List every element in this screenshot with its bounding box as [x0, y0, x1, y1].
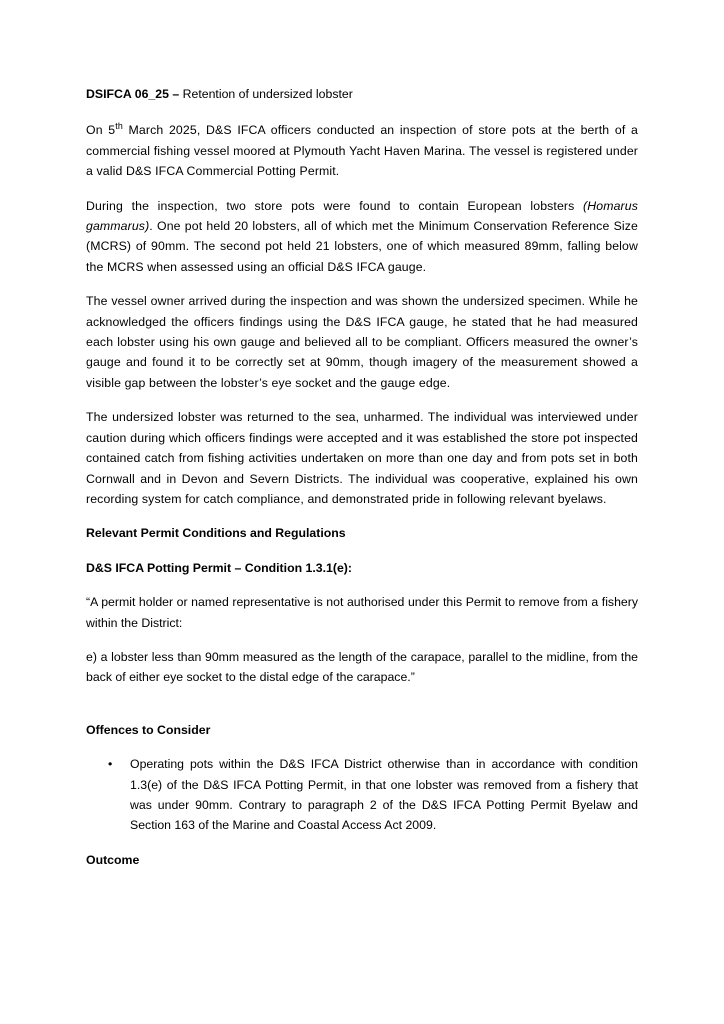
quote-permit-clause: “A permit holder or named representative is not authorised under this Permit to remove from a fishery within the District:	[86, 595, 638, 630]
paragraph-1-part-a: On 5	[86, 123, 116, 138]
species-name: (Homarus gammarus)	[86, 198, 638, 234]
list-item	[86, 754, 638, 836]
document-title-subject: Retention of undersized lobster	[179, 87, 353, 101]
document-title	[86, 84, 638, 104]
ordinal-suffix: th	[115, 121, 123, 132]
paragraph-1-part-b: March 2025, D&S IFCA officers conducted an inspection of store pots at the berth of a commercial fishing vessel moored at Plymouth Yacht Haven Marina. The vessel is registered under a valid D&S IFCA Commercial Potting Permit.	[86, 123, 638, 179]
heading-offences-to-consider: Offences to Consider	[86, 722, 211, 737]
paragraph-outcome-interview: The undersized lobster was returned to the sea, unharmed. The individual was interviewed under caution during which officers findings were accepted and it was established the store pot inspected contained catch from fishing activities undertaken on more than one day and from pots set in both Cornwall and in Devon and Severn Districts. The individual was cooperative, explained his own recording system for catch compliance, and demonstrated pride in following relevant byelaws.	[86, 410, 638, 506]
heading-permit-condition: D&S IFCA Potting Permit – Condition 1.3.1(e):	[86, 560, 352, 575]
list-item-text: Operating pots within the D&S IFCA District otherwise than in accordance with condition 1.3(e) of the D&S IFCA Potting Permit, in that one lobster was removed from a fishery that was under 90mm. Contrary to paragraph 2 of the D&S IFCA Potting Permit Byelaw and Section 163 of the Marine and Coastal Access Act 2009.	[130, 757, 638, 833]
section-spacer	[86, 702, 638, 720]
paragraph-inspection-intro	[86, 120, 638, 181]
paragraph-2-part-b: . One pot held 20 lobsters, all of which met the Minimum Conservation Reference Size (MCRS) of 90mm. The second pot held 21 lobsters, one of which measured 89mm, falling below the MCRS when assessed using an official D&S IFCA gauge.	[86, 219, 638, 274]
quote-permit-clause-e: e) a lobster less than 90mm measured as the length of the carapace, parallel to the midline, from the back of either eye socket to the distal edge of the carapace.”	[86, 649, 638, 685]
document-body	[86, 84, 638, 870]
offences-list	[86, 754, 638, 836]
paragraph-owner-response: The vessel owner arrived during the inspection and was shown the undersized specimen. While he acknowledged the officers findings using the D&S IFCA gauge, he stated that he had measured each lobster using his own gauge and believed all to be compliant. Officers measured the owner’s gauge and found it to be correctly set at 90mm, though imagery of the measurement showed a visible gap between the lobster’s eye socket and the gauge edge.	[86, 294, 638, 390]
paragraph-2-part-a: During the inspection, two store pots were found to contain European lobsters	[86, 198, 584, 213]
bullet-icon: •	[108, 757, 113, 772]
paragraph-lobster-findings	[86, 196, 638, 278]
heading-outcome: Outcome	[86, 852, 140, 867]
heading-relevant-permit-conditions: Relevant Permit Conditions and Regulations	[86, 526, 346, 541]
document-title-reference: DSIFCA 06_25 –	[86, 87, 180, 101]
